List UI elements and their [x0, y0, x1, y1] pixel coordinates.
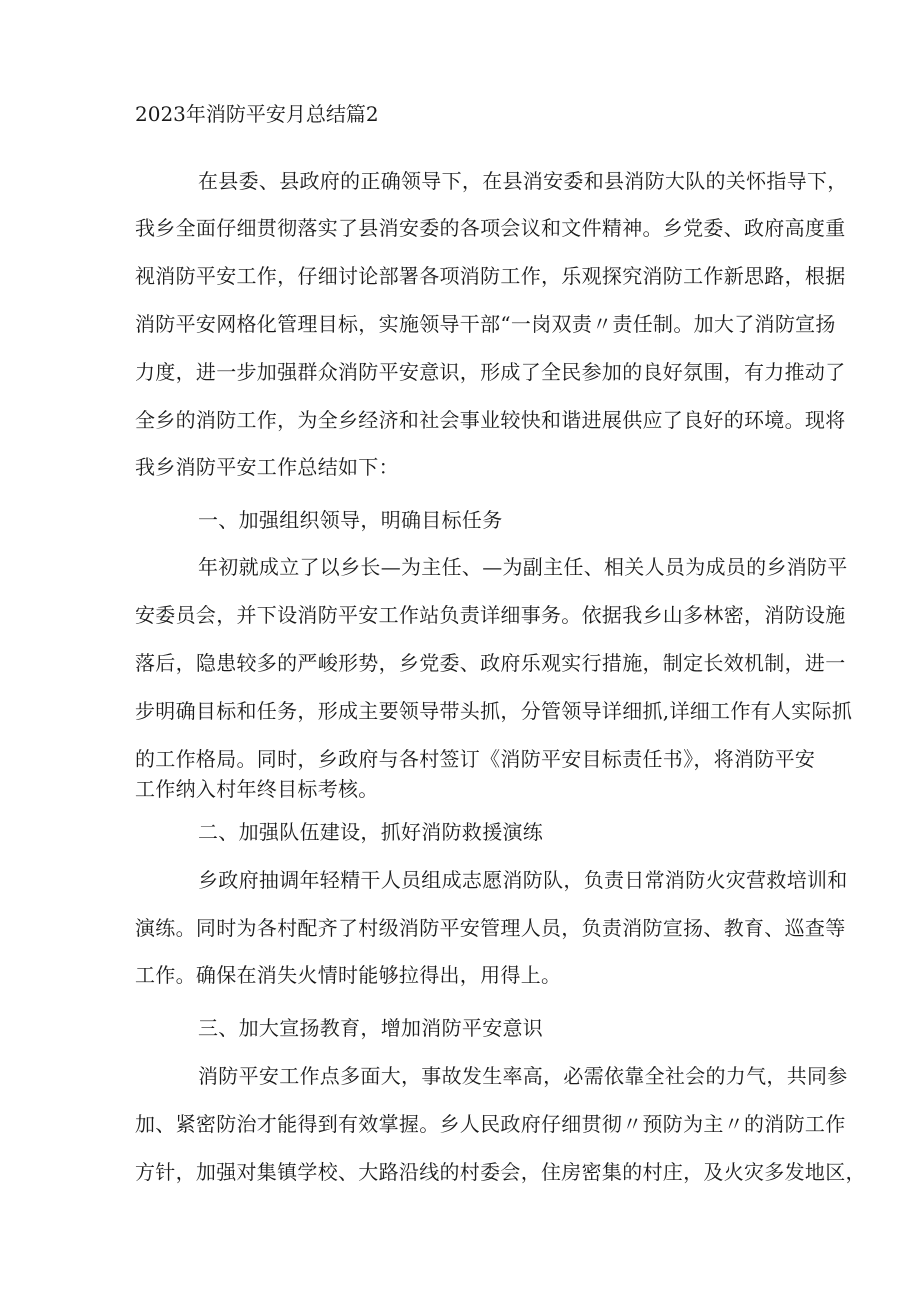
paragraph-line: 乡政府抽调年轻精干人员组成志愿消防队，负责日常消防火灾营救培训和 [198, 868, 848, 892]
paragraph-line: 年初就成立了以乡长—为主任、—为副主任、相关人员为成员的乡消防平 [198, 555, 848, 579]
paragraph-line: 视消防平安工作，仔细讨论部署各项消防工作，乐观探究消防工作新思路，根据 [135, 264, 846, 288]
paragraph-line: 步明确目标和任务，形成主要领导带头抓，分管领导详细抓,详细工作有人实际抓 [135, 699, 853, 723]
paragraph-line: 落后，隐患较多的严峻形势，乡党委、政府乐观实行措施，制定长效机制，进一 [135, 651, 846, 675]
paragraph-line: 在县委、县政府的正确领导下，在县消安委和县消防大队的关怀指导下， [198, 169, 848, 193]
paragraph-line: 工作。确保在消失火情时能够拉得出，用得上。 [135, 963, 562, 987]
paragraph-line: 全乡的消防工作，为全乡经济和社会事业较快和谐进展供应了良好的环境。现将 [135, 408, 846, 432]
paragraph-line: 方针，加强对集镇学校、大路沿线的村委会，住房密集的村庄，及火灾多发地区， [135, 1160, 866, 1184]
paragraph-line: 的工作格局。同时，乡政府与各村签订《消防平安目标责任书》，将消防平安 [135, 747, 816, 771]
section-heading: 二、加强队伍建设，抓好消防救援演练 [198, 820, 544, 844]
paragraph-line: 我乡消防平安工作总结如下： [135, 455, 399, 479]
paragraph-line: 我乡全面仔细贯彻落实了县消安委的各项会议和文件精神。乡党委、政府高度重 [135, 216, 846, 240]
document-title: 2023年消防平安月总结篇2 [135, 102, 379, 126]
paragraph-line: 工作纳入村年终目标考核。 [135, 777, 379, 801]
section-heading: 一、加强组织领导，明确目标任务 [198, 508, 503, 532]
paragraph-line: 演练。同时为各村配齐了村级消防平安管理人员，负责消防宣扬、教育、巡查等 [135, 916, 846, 940]
paragraph-line: 力度，进一步加强群众消防平安意识，形成了全民参加的良好氛围，有力推动了 [135, 360, 846, 384]
paragraph-line: 安委员会，并下设消防平安工作站负责详细事务。依据我乡山多林密，消防设施 [135, 603, 846, 627]
paragraph-line: 加、紧密防治才能得到有效掌握。乡人民政府仔细贯彻〃预防为主〃的消防工作 [135, 1112, 846, 1136]
section-heading: 三、加大宣扬教育，增加消防平安意识 [198, 1016, 544, 1040]
paragraph-line: 消防平安网格化管理目标，实施领导干部“一岗双责〃责任制。加大了消防宣扬 [135, 312, 836, 336]
paragraph-line: 消防平安工作点多面大，事故发生率高，必需依靠全社会的力气，共同参 [198, 1064, 848, 1088]
